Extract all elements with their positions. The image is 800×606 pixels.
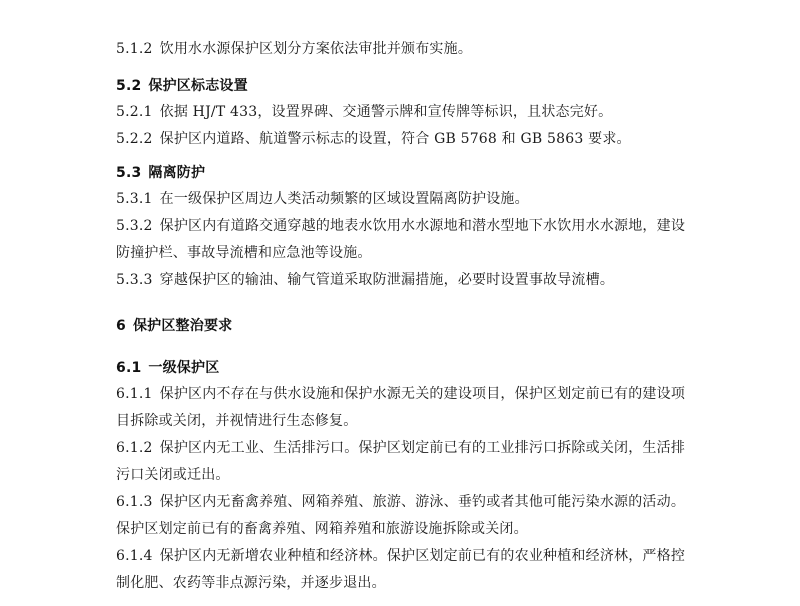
clause-5-3-2 (116, 216, 685, 236)
clause-6-1-2-continued (116, 465, 230, 485)
clause-text: 保护区内无畜禽养殖、网箱养殖、旅游、游泳、垂钓或者其他可能污染水源的活动。 (159, 494, 686, 510)
clause-6-1-3-continued (116, 519, 528, 539)
clause-5-1-2 (116, 39, 472, 59)
clause-text: 保护区内道路、航道警示标志的设置，符合 GB 5768 和 GB 5863 要求。 (159, 131, 631, 147)
clause-text: 保护区划定前已有的畜禽养殖、网箱养殖和旅游设施拆除或关闭。 (116, 521, 528, 537)
clause-number: 5.3.2 (116, 218, 153, 234)
clause-text: 污口关闭或迁出。 (116, 467, 230, 483)
clause-number: 6.1.4 (116, 548, 153, 564)
clause-text: 防撞护栏、事故导流槽和应急池等设施。 (116, 245, 372, 261)
section-heading-5-3 (116, 163, 205, 183)
chapter-heading-6 (116, 316, 232, 336)
clause-5-3-1 (116, 189, 529, 209)
clause-6-1-1 (116, 384, 685, 404)
clause-text: 目拆除或关闭，并视情进行生态修复。 (116, 413, 358, 429)
clause-text: 制化肥、农药等非点源污染，并逐步退出。 (116, 575, 386, 591)
section-number: 6.1 (116, 360, 142, 376)
clause-5-2-1 (116, 102, 612, 122)
clause-text: 保护区内无新增农业种植和经济林。保护区划定前已有的农业种植和经济林，严格控 (159, 548, 686, 564)
clause-number: 5.2.2 (116, 131, 153, 147)
clause-number: 5.2.1 (116, 104, 153, 120)
chapter-number: 6 (116, 318, 126, 334)
clause-number: 5.3.3 (116, 272, 153, 288)
clause-number: 5.1.2 (116, 41, 153, 57)
section-heading-6-1 (116, 358, 219, 378)
clause-5-3-2-continued (116, 243, 372, 263)
clause-6-1-3 (116, 492, 685, 512)
section-title: 一级保护区 (148, 360, 220, 376)
clause-number: 6.1.1 (116, 386, 153, 402)
clause-6-1-1-continued (116, 411, 357, 431)
section-title: 保护区标志设置 (148, 78, 248, 94)
clause-text: 饮用水水源保护区划分方案依法审批并颁布实施。 (159, 41, 473, 57)
clause-number: 5.3.1 (116, 191, 153, 207)
clause-text: 在一级保护区周边人类活动频繁的区域设置隔离防护设施。 (159, 191, 529, 207)
clause-5-3-3 (116, 270, 614, 290)
clause-number: 6.1.3 (116, 494, 153, 510)
clause-text: 保护区内无工业、生活排污口。保护区划定前已有的工业排污口拆除或关闭，生活排 (159, 440, 686, 456)
clause-number: 6.1.2 (116, 440, 153, 456)
clause-6-1-4 (116, 546, 685, 566)
clause-text: 依据 HJ/T 433，设置界碑、交通警示牌和宣传牌等标识，且状态完好。 (159, 104, 613, 120)
section-number: 5.3 (116, 165, 142, 181)
chapter-title: 保护区整治要求 (132, 318, 233, 334)
section-title: 隔离防护 (148, 165, 206, 181)
clause-6-1-4-continued (116, 573, 386, 593)
clause-text: 保护区内不存在与供水设施和保护水源无关的建设项目，保护区划定前已有的建设项 (159, 386, 686, 402)
section-heading-5-2 (116, 76, 248, 96)
clause-text: 穿越保护区的输油、输气管道采取防泄漏措施，必要时设置事故导流槽。 (159, 272, 615, 288)
clause-6-1-2 (116, 438, 685, 458)
clause-text: 保护区内有道路交通穿越的地表水饮用水水源地和潜水型地下水饮用水水源地，建设 (159, 218, 686, 234)
clause-5-2-2 (116, 129, 631, 149)
section-number: 5.2 (116, 78, 142, 94)
